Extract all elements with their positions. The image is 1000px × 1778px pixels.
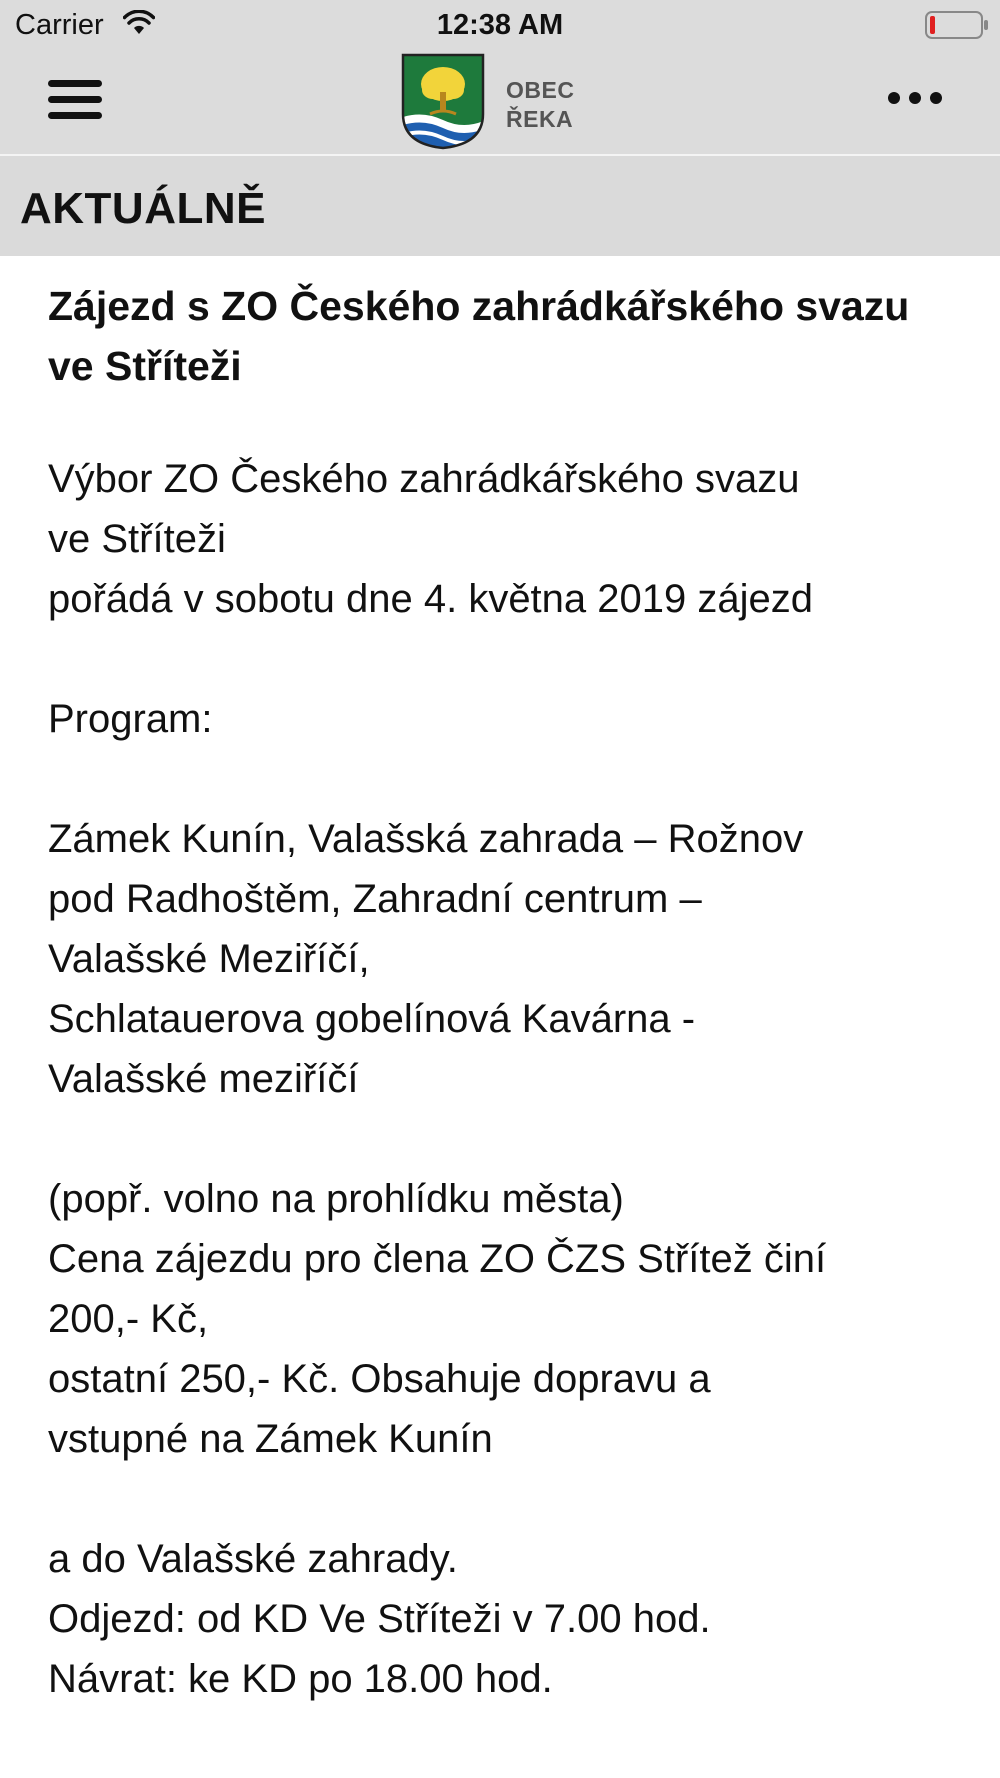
status-bar bbox=[0, 0, 1000, 50]
article-line: vstupné na Zámek Kunín bbox=[48, 1417, 493, 1461]
article-line: Zámek Kunín, Valašská zahrada – Rožnov bbox=[48, 817, 804, 861]
article-line: pod Radhoštěm, Zahradní centrum – bbox=[48, 877, 702, 921]
municipality-logo[interactable] bbox=[400, 52, 600, 150]
article-line: 200,- Kč, bbox=[48, 1297, 209, 1341]
article bbox=[48, 276, 948, 1709]
article-line: Schlatauerova gobelínová Kavárna - bbox=[48, 997, 696, 1041]
article-title: Zájezd s ZO Českého zahrádkářského svazu ve Stříteži bbox=[48, 283, 910, 389]
article-line: Valašské Meziříčí, bbox=[48, 937, 370, 981]
article-line: Odjezd: od KD Ve Stříteži v 7.00 hod. bbox=[48, 1597, 711, 1641]
logo-line-1: OBEC bbox=[506, 77, 575, 103]
paragraph-gap bbox=[48, 1109, 948, 1169]
coat-of-arms-icon bbox=[400, 52, 486, 155]
article-line: ostatní 250,- Kč. Obsahuje dopravu a bbox=[48, 1357, 711, 1401]
paragraph-gap bbox=[48, 749, 948, 809]
hamburger-icon[interactable] bbox=[48, 78, 102, 127]
article-line: (popř. volno na prohlídku města) bbox=[48, 1177, 624, 1221]
logo-text bbox=[506, 76, 574, 134]
battery-icon bbox=[925, 11, 989, 44]
article-line: Program: bbox=[48, 697, 213, 741]
section-title: AKTUÁLNĚ bbox=[20, 184, 266, 233]
article-body bbox=[48, 449, 948, 1709]
paragraph-gap bbox=[48, 1469, 948, 1529]
article-line: Návrat: ke KD po 18.00 hod. bbox=[48, 1657, 553, 1701]
article-line: Valašské meziříčí bbox=[48, 1057, 359, 1101]
article-line: Cena zájezdu pro člena ZO ČZS Střítež činí bbox=[48, 1237, 827, 1281]
carrier-label: Carrier bbox=[15, 9, 104, 41]
nav-bar bbox=[0, 50, 1000, 156]
section-header bbox=[0, 156, 1000, 256]
status-time: 12:38 AM bbox=[436, 9, 564, 41]
logo-line-2: ŘEKA bbox=[506, 106, 574, 132]
ellipsis-icon[interactable] bbox=[886, 90, 944, 111]
article-line: pořádá v sobotu dne 4. května 2019 zájezd bbox=[48, 577, 813, 621]
paragraph-gap bbox=[48, 629, 948, 689]
article-line: a do Valašské zahrady. bbox=[48, 1537, 458, 1581]
article-line: ve Stříteži bbox=[48, 517, 226, 561]
article-line: Výbor ZO Českého zahrádkářského svazu bbox=[48, 457, 800, 501]
